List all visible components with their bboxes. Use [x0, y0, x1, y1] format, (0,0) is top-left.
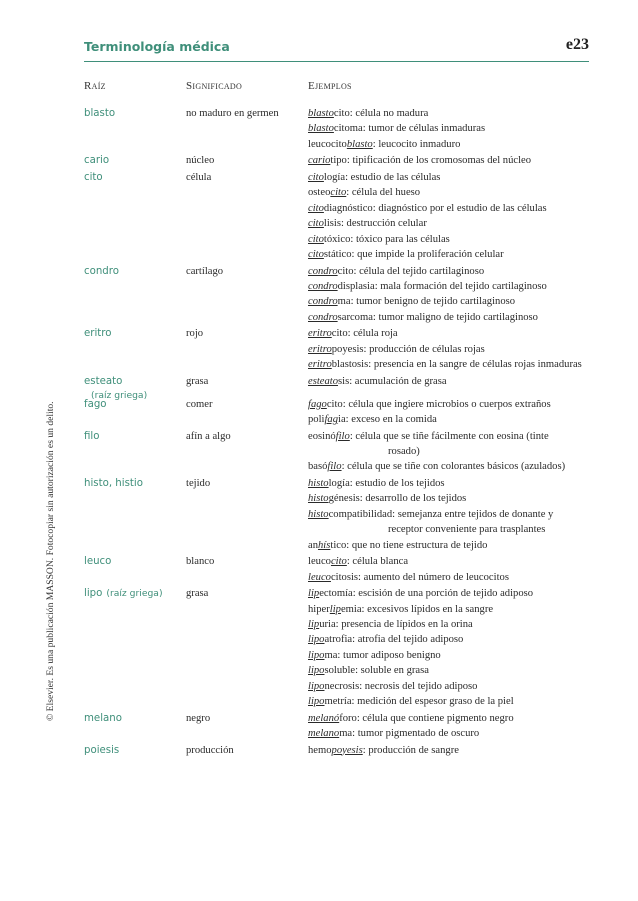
- example-root-highlight: condro: [308, 280, 338, 292]
- examples-cell: [308, 711, 514, 742]
- example-root-highlight: leuco: [308, 571, 331, 583]
- example-root-highlight: eritro: [308, 359, 332, 371]
- meaning-cell: blanco: [186, 556, 215, 568]
- example-line: [308, 632, 533, 647]
- examples-cell: [308, 264, 547, 326]
- example-line: [308, 429, 565, 444]
- column-header-examples: Ejemplos: [308, 80, 352, 92]
- example-root-highlight: esteato: [308, 375, 339, 387]
- example-text: tipo: tipificación de los cromosomas del núcleo: [330, 155, 532, 167]
- example-line: [308, 491, 553, 506]
- example-text: : célula del hueso: [346, 187, 421, 199]
- example-text: poli: [308, 413, 325, 425]
- example-line: [308, 216, 547, 231]
- example-text: hemo: [308, 744, 332, 756]
- example-text: sis: acumulación de grasa: [338, 375, 447, 387]
- root-note: (raíz griega): [91, 390, 148, 402]
- page-number: e23: [565, 36, 589, 53]
- root-term: [84, 326, 111, 341]
- example-line: [308, 726, 514, 741]
- example-root-highlight: hís: [318, 539, 331, 551]
- meaning-cell: tejido: [186, 477, 211, 489]
- examples-cell: [308, 170, 547, 262]
- meaning-cell: grasa: [186, 588, 209, 600]
- example-root-highlight: lipo: [308, 634, 325, 646]
- example-text: : producción de sangre: [362, 744, 459, 756]
- example-text: compatibilidad: semejanza entre tejidos de donante y: [328, 508, 554, 520]
- root-term: [84, 429, 99, 444]
- header-rule: [84, 61, 589, 62]
- examples-cell: [308, 397, 551, 428]
- root-term-text: melano: [84, 712, 122, 724]
- example-text: lisis: destrucción celular: [323, 218, 427, 230]
- example-root-highlight: lipo: [308, 695, 325, 707]
- example-text: : célula que se tiñe fácilmente con eosina (tinte: [349, 430, 549, 442]
- example-line: [308, 232, 547, 247]
- example-text: ma: tumor benigno de tejido cartilaginoso: [337, 296, 516, 308]
- meaning-cell: cartílago: [186, 265, 224, 277]
- example-text: an: [308, 539, 318, 551]
- root-term-text: blasto: [84, 108, 116, 119]
- meaning-cell: núcleo: [186, 155, 215, 167]
- examples-cell: [308, 586, 533, 709]
- example-root-highlight: cito: [308, 248, 324, 260]
- example-root-highlight: filo: [327, 461, 342, 473]
- meaning-cell: no maduro en germen: [186, 108, 279, 119]
- root-term-text: cario: [84, 155, 110, 167]
- example-line: [308, 538, 553, 553]
- example-line: [308, 201, 547, 216]
- example-line: [308, 294, 547, 309]
- root-term-text: cito: [84, 172, 103, 183]
- examples-cell: [308, 153, 531, 168]
- example-line: [308, 326, 582, 341]
- example-text: ma: tumor adiposo benigno: [324, 649, 441, 661]
- example-text: stático: que impide la proliferación celular: [323, 248, 504, 260]
- meaning-cell: negro: [186, 712, 211, 724]
- example-line: [308, 106, 485, 121]
- example-text: osteo: [308, 187, 331, 199]
- meaning-cell: producción: [186, 744, 234, 756]
- example-root-highlight: eritro: [308, 328, 332, 340]
- example-line: [308, 153, 531, 168]
- root-term-text: histo, histio: [84, 477, 143, 489]
- examples-cell: [308, 476, 553, 553]
- root-term-text: lipo: [84, 588, 103, 600]
- example-line: [308, 663, 533, 678]
- meaning-cell: comer: [186, 398, 213, 410]
- example-root-highlight: cito: [330, 556, 347, 568]
- example-line: [308, 357, 582, 372]
- example-text: sarcoma: tumor maligno de tejido cartilaginoso: [337, 311, 538, 323]
- example-root-highlight: lipo: [308, 680, 325, 692]
- example-line: [308, 648, 533, 663]
- examples-cell: [308, 429, 565, 475]
- examples-cell: [308, 326, 582, 372]
- example-root-highlight: blasto: [346, 138, 373, 150]
- example-root-highlight: filo: [335, 430, 350, 442]
- example-line: [308, 694, 533, 709]
- meaning-cell: afín a algo: [186, 430, 231, 442]
- example-line: [308, 617, 533, 632]
- example-text: eosinó: [308, 430, 336, 442]
- example-text: necrosis: necrosis del tejido adiposo: [324, 680, 478, 692]
- example-line: [308, 711, 514, 726]
- example-text: ia: exceso en la comida: [338, 413, 437, 425]
- example-text: : célula que se tiñe con colorantes básicos (azulados): [341, 461, 566, 473]
- example-line: [308, 397, 551, 412]
- root-term-text: condro: [84, 265, 119, 277]
- example-root-highlight: lip: [308, 588, 320, 600]
- example-text: emia: excesivos lípidos en la sangre: [340, 603, 494, 615]
- example-root-highlight: cito: [330, 187, 347, 199]
- example-line: [308, 247, 547, 262]
- example-text: displasia: mala formación del tejido cartilaginoso: [337, 280, 547, 292]
- example-line: [308, 121, 485, 136]
- example-text: receptor conveniente para trasplantes: [388, 524, 546, 536]
- example-root-highlight: fago: [308, 398, 327, 410]
- example-root-highlight: lip: [329, 603, 341, 615]
- root-term: [84, 711, 122, 726]
- root-term: [84, 170, 103, 185]
- example-text: soluble: soluble en grasa: [324, 665, 429, 677]
- example-root-highlight: lip: [308, 618, 320, 630]
- example-text: génesis: desarrollo de los tejidos: [328, 493, 467, 505]
- example-root-highlight: condro: [308, 311, 338, 323]
- example-root-highlight: cito: [308, 233, 324, 245]
- example-line: [308, 170, 547, 185]
- root-term-text: esteato: [84, 375, 123, 387]
- example-root-highlight: histo: [308, 508, 329, 520]
- example-line: [308, 310, 547, 325]
- example-text: rosado): [388, 445, 420, 457]
- column-header-root: Raíz: [84, 80, 106, 92]
- example-root-highlight: condro: [308, 296, 338, 308]
- example-line: [308, 602, 533, 617]
- example-line: [308, 279, 547, 294]
- example-text: tóxico: tóxico para las células: [323, 233, 450, 245]
- page-header: [84, 36, 589, 57]
- example-root-highlight: blasto: [308, 108, 334, 119]
- example-root-highlight: lipo: [308, 665, 325, 677]
- running-title: Terminología médica: [84, 39, 230, 54]
- example-text: tico: que no tiene estructura de tejido: [330, 539, 488, 551]
- example-root-highlight: histo: [308, 493, 329, 505]
- example-root-highlight: poyesis: [331, 744, 363, 756]
- example-line: [308, 459, 565, 474]
- example-text: atrofia: atrofia del tejido adiposo: [324, 634, 464, 646]
- example-root-highlight: cito: [308, 218, 324, 230]
- example-line: [308, 374, 447, 389]
- example-root-highlight: condro: [308, 265, 338, 277]
- copyright-sidebar: © Elsevier. Es una publicación MASSON. Fotocopiar sin autorización es un delito.: [45, 401, 56, 721]
- column-header-meaning: Significado: [186, 80, 243, 92]
- example-line: [308, 137, 485, 152]
- example-root-highlight: blasto: [308, 123, 334, 135]
- meaning-cell: célula: [186, 172, 212, 183]
- example-line: [308, 554, 509, 569]
- example-text: logía: estudio de los tejidos: [328, 477, 445, 489]
- root-term: [84, 106, 115, 121]
- examples-cell: [308, 106, 485, 152]
- root-term: [84, 397, 107, 412]
- example-text: : leucocito inmaduro: [372, 138, 461, 150]
- example-text: cito: célula que ingiere microbios o cuerpos extraños: [326, 398, 551, 410]
- example-text: cito: célula del tejido cartilaginoso: [337, 265, 485, 277]
- example-text: citosis: aumento del número de leucocitos: [330, 571, 509, 583]
- root-term-text: eritro: [84, 328, 112, 340]
- examples-cell: [308, 743, 459, 758]
- meaning-cell: rojo: [186, 328, 204, 340]
- example-line: [308, 743, 459, 758]
- example-root-highlight: eritro: [308, 343, 332, 355]
- root-term: [84, 743, 119, 758]
- root-term-text: fago: [84, 398, 107, 410]
- root-term-text: filo: [84, 430, 100, 442]
- root-term: [84, 554, 111, 569]
- example-root-highlight: lipo: [308, 649, 325, 661]
- example-line: [308, 507, 553, 522]
- example-text: leuco: [308, 556, 331, 568]
- example-text: blastosis: presencia en la sangre de células rojas inmaduras: [331, 359, 582, 371]
- root-term-text: poiesis: [84, 744, 120, 756]
- example-text: leucocito: [308, 138, 347, 150]
- example-root-highlight: histo: [308, 477, 329, 489]
- example-text: cito: célula roja: [331, 328, 398, 340]
- example-root-highlight: melano: [308, 727, 340, 739]
- root-term: [84, 586, 163, 601]
- example-text: poyesis: producción de células rojas: [331, 343, 485, 355]
- example-text: metría: medición del espesor graso de la piel: [324, 695, 514, 707]
- example-text: : célula blanca: [346, 556, 409, 568]
- example-line: [308, 444, 565, 459]
- example-line: [308, 412, 551, 427]
- root-term: [84, 153, 109, 168]
- example-root-highlight: cario: [308, 155, 331, 167]
- example-text: basó: [308, 461, 328, 473]
- examples-cell: [308, 374, 447, 389]
- example-text: uria: presencia de lípidos en la orina: [319, 618, 473, 630]
- example-root-highlight: melanó: [308, 712, 340, 724]
- meaning-cell: grasa: [186, 375, 209, 387]
- examples-cell: [308, 554, 509, 585]
- example-root-highlight: cito: [308, 202, 324, 214]
- root-note: (raíz griega): [106, 588, 163, 600]
- example-line: [308, 586, 533, 601]
- root-term-text: leuco: [84, 556, 112, 568]
- example-line: [308, 476, 553, 491]
- example-root-highlight: fag: [324, 413, 339, 425]
- root-term: [84, 264, 119, 279]
- example-line: [308, 570, 509, 585]
- example-line: [308, 679, 533, 694]
- example-text: cito: célula no madura: [333, 108, 429, 119]
- example-text: ma: tumor pigmentado de oscuro: [339, 727, 480, 739]
- example-line: [308, 185, 547, 200]
- example-text: logía: estudio de las células: [323, 172, 441, 183]
- example-text: diagnóstico: diagnóstico por el estudio de las células: [323, 202, 547, 214]
- example-text: citoma: tumor de células inmaduras: [333, 123, 486, 135]
- example-root-highlight: cito: [308, 172, 324, 183]
- example-line: [308, 342, 582, 357]
- example-line: [308, 522, 553, 537]
- example-text: ectomía: escisión de una porción de tejido adiposo: [319, 588, 534, 600]
- example-text: foro: célula que contiene pigmento negro: [339, 712, 514, 724]
- example-text: hiper: [308, 603, 330, 615]
- example-line: [308, 264, 547, 279]
- root-term: [84, 476, 143, 491]
